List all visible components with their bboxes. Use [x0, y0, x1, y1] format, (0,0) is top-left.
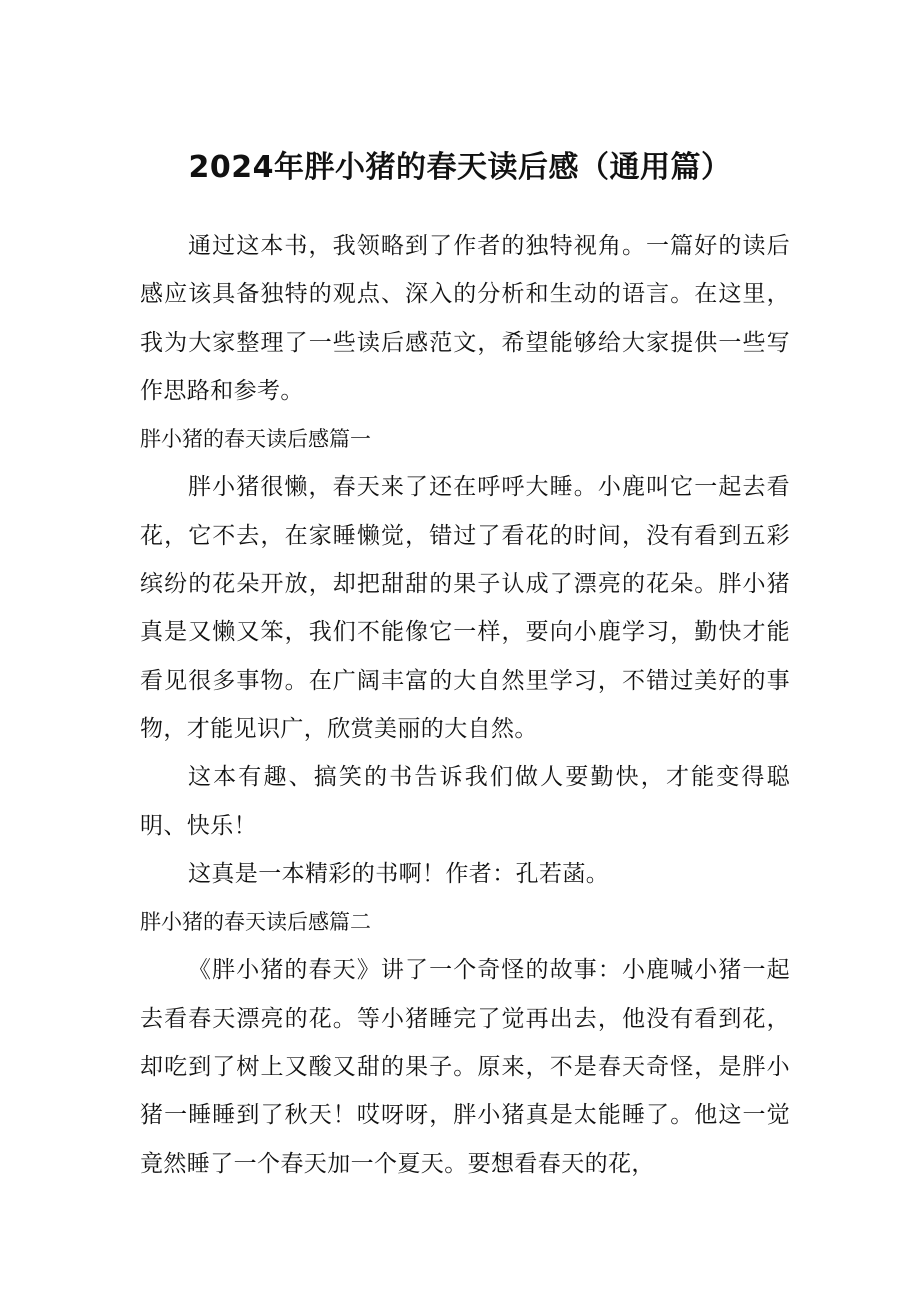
intro-paragraph: 通过这本书，我领略到了作者的独特视角。一篇好的读后感应该具备独特的观点、深入的分析和生动的语言。在这里，我为大家整理了一些读后感范文，希望能够给大家提供一些写作思路和参考。: [140, 233, 790, 404]
section2-paragraph-1: 《胖小猪的春天》讲了一个奇怪的故事：小鹿喊小猪一起去看春天漂亮的花。等小猪睡完了觉再出去，他没有看到花，却吃到了树上又酸又甜的果子。原来，不是春天奇怪，是胖小猪一睡睡到了秋天！哎呀呀，胖小猪真是太能睡了。他这一觉竟然睡了一个春天加一个夏天。要想看春天的花，: [140, 957, 790, 1177]
section-heading-2: 胖小猪的春天读后感篇二: [140, 910, 371, 935]
document-title: 2024年胖小猪的春天读后感（通用篇）: [188, 150, 732, 185]
section1-paragraph-2: 这本有趣、搞笑的书告诉我们做人要勤快，才能变得聪明、快乐！: [140, 764, 790, 839]
section-heading-1: 胖小猪的春天读后感篇一: [140, 427, 371, 452]
section1-paragraph-1: 胖小猪很懒，春天来了还在呼呼大睡。小鹿叫它一起去看花，它不去，在家睡懒觉，错过了看花的时间，没有看到五彩缤纷的花朵开放，却把甜甜的果子认成了漂亮的花朵。胖小猪真是又懒又笨，我们不能像它一样，要向小鹿学习，勤快才能看见很多事物。在广阔丰富的大自然里学习，不错过美好的事物，才能见识广，欣赏美丽的大自然。: [140, 474, 790, 742]
document-body: [140, 222, 790, 1188]
section1-paragraph-3: 这真是一本精彩的书啊！作者：孔若菡。: [188, 860, 610, 887]
